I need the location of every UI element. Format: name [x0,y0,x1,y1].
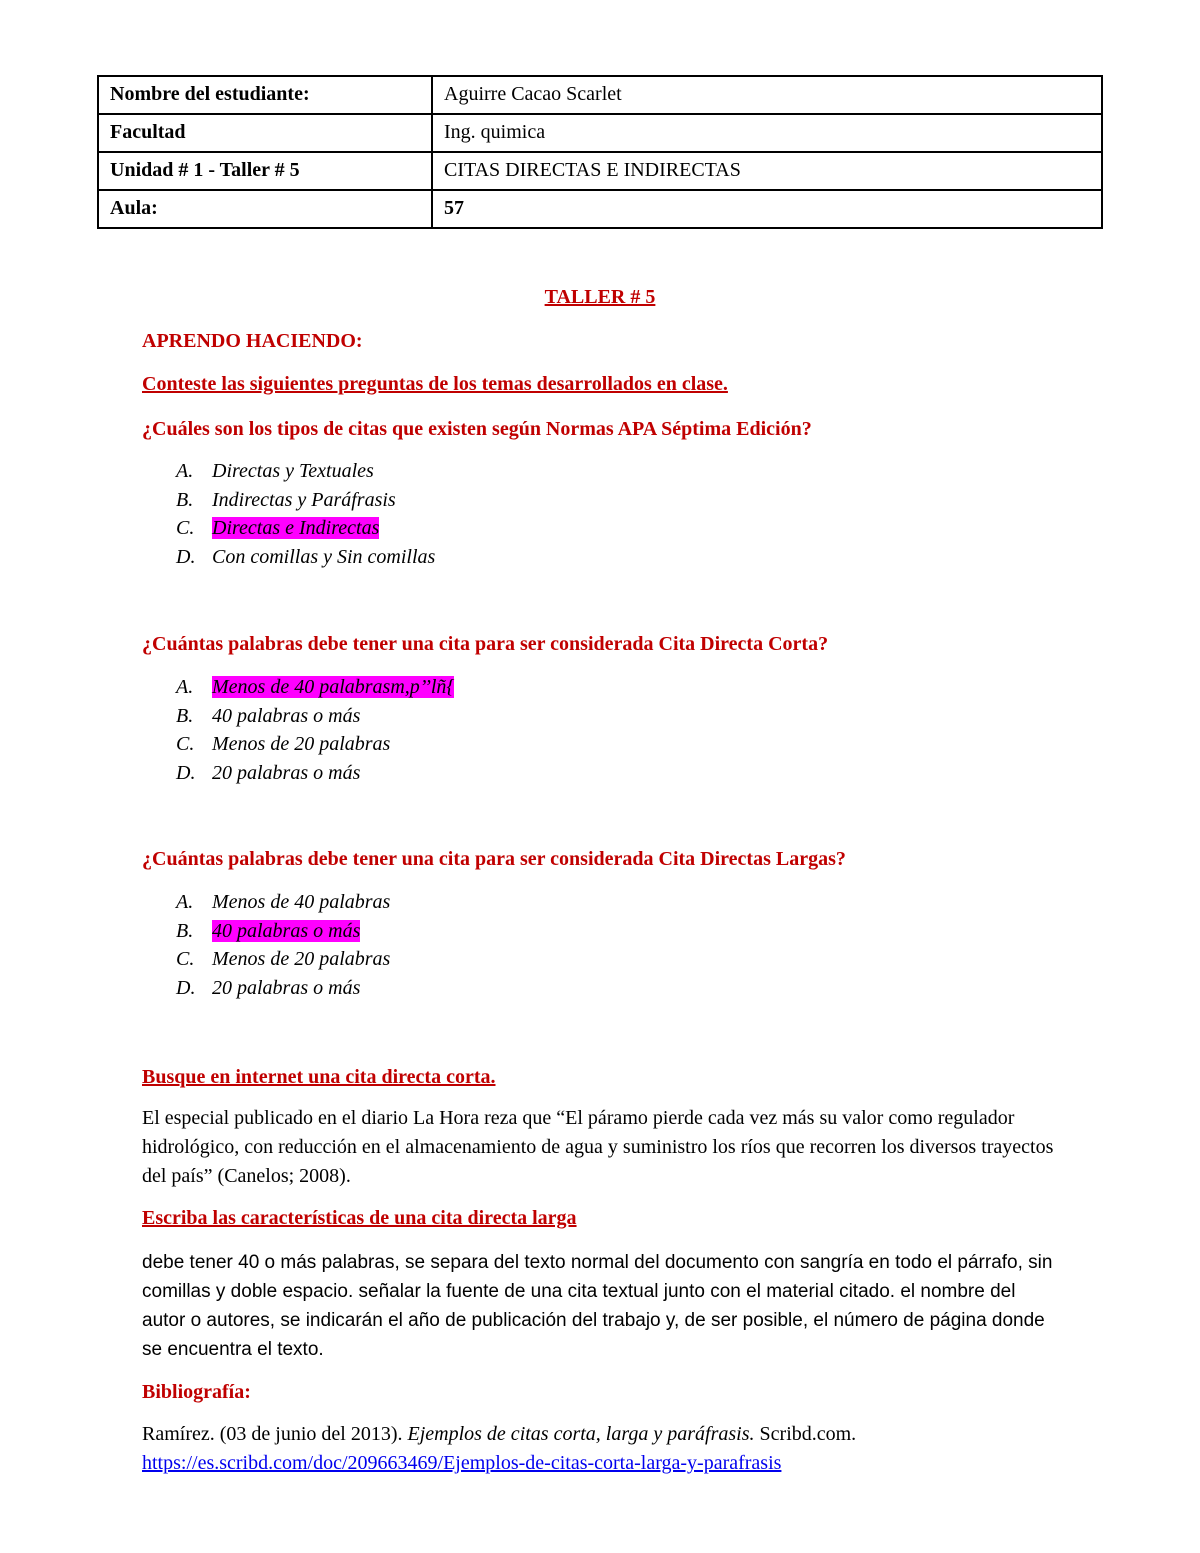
list-item: B. Indirectas y Paráfrasis [176,488,396,511]
question-3: ¿Cuántas palabras debe tener una cita para ser considerada Cita Directas Largas? [142,848,846,870]
page-title: TALLER # 5 [544,286,656,308]
table-label: Unidad # 1 - Taller # 5 [98,152,432,190]
table-value: Ing. quimica [432,114,1102,152]
table-label: Aula: [98,190,432,228]
section-1-heading: Busque en internet una cita directa corta. [142,1066,496,1088]
list-item: C. Directas e Indirectas [176,517,380,539]
table-label: Facultad [98,114,432,152]
list-item: B. 40 palabras o más [176,704,361,727]
table-value: 57 [432,190,1102,228]
bibliography-heading: Bibliografía: [142,1381,251,1403]
list-item: A. Menos de 40 palabrasm,p’’lñ{ [176,676,455,698]
question-3-options [176,888,390,1002]
subtitle: APRENDO HACIENDO: [142,330,363,352]
bibliography-entry: Ramírez. (03 de junio del 2013). Ejemplos de citas corta, larga y paráfrasis. Scribd.com. https://es.scribd.com/doc/209663469/Ejemplos-de-citas-corta-larga-y-parafrasis [142,1423,857,1474]
section-2-heading: Escriba las características de una cita directa larga [142,1207,577,1229]
highlighted-answer: 40 palabras o más [212,919,361,942]
question-1-options [176,457,435,571]
table-row [98,152,1102,190]
list-item: A. Directas y Textuales [176,460,374,482]
table-row [98,190,1102,228]
student-info-table [97,75,1103,229]
highlighted-answer: Menos de 40 palabrasm,p’’lñ{ [212,676,455,698]
section-1-body: El especial publicado en el diario La Hora reza que “El páramo pierde cada vez más su valor como regulador hidrológico, con reducción en el almacenamiento de agua y suministro los ríos que recorren los diversos trayectos del país” (Canelos; 2008). [142,1107,1054,1187]
question-2: ¿Cuántas palabras debe tener una cita para ser considerada Cita Directa Corta? [142,633,829,655]
question-1: ¿Cuáles son los tipos de citas que existen según Normas APA Séptima Edición? [142,418,812,440]
question-2-options [176,673,454,787]
table-value: CITAS DIRECTAS E INDIRECTAS [432,152,1102,190]
table-row [98,114,1102,152]
list-item: C. Menos de 20 palabras [176,733,391,755]
list-item: D. 20 palabras o más [176,976,361,999]
list-item: C. Menos de 20 palabras [176,948,391,970]
bibliography-link[interactable]: https://es.scribd.com/doc/209663469/Ejemplos-de-citas-corta-larga-y-parafrasis [142,1452,782,1474]
list-item: A. Menos de 40 palabras [176,891,391,913]
table-label: Nombre del estudiante: [98,76,432,114]
list-item: D. 20 palabras o más [176,761,361,784]
section-2-body: debe tener 40 o más palabras, se separa del texto normal del documento con sangría en todo el párrafo, sin comillas y doble espacio. señalar la fuente de una cita textual junto con el material citado. el nombre del autor o autores, se indicarán el año de publicación del trabajo y, de ser posible, el número de página donde se encuentra el texto. [142,1252,1053,1360]
instruction: Conteste las siguientes preguntas de los temas desarrollados en clase. [142,373,728,395]
table-value: Aguirre Cacao Scarlet [432,76,1102,114]
list-item: B. 40 palabras o más [176,919,361,942]
list-item: D. Con comillas y Sin comillas [176,545,436,568]
highlighted-answer: Directas e Indirectas [212,517,380,539]
table-row [98,76,1102,114]
